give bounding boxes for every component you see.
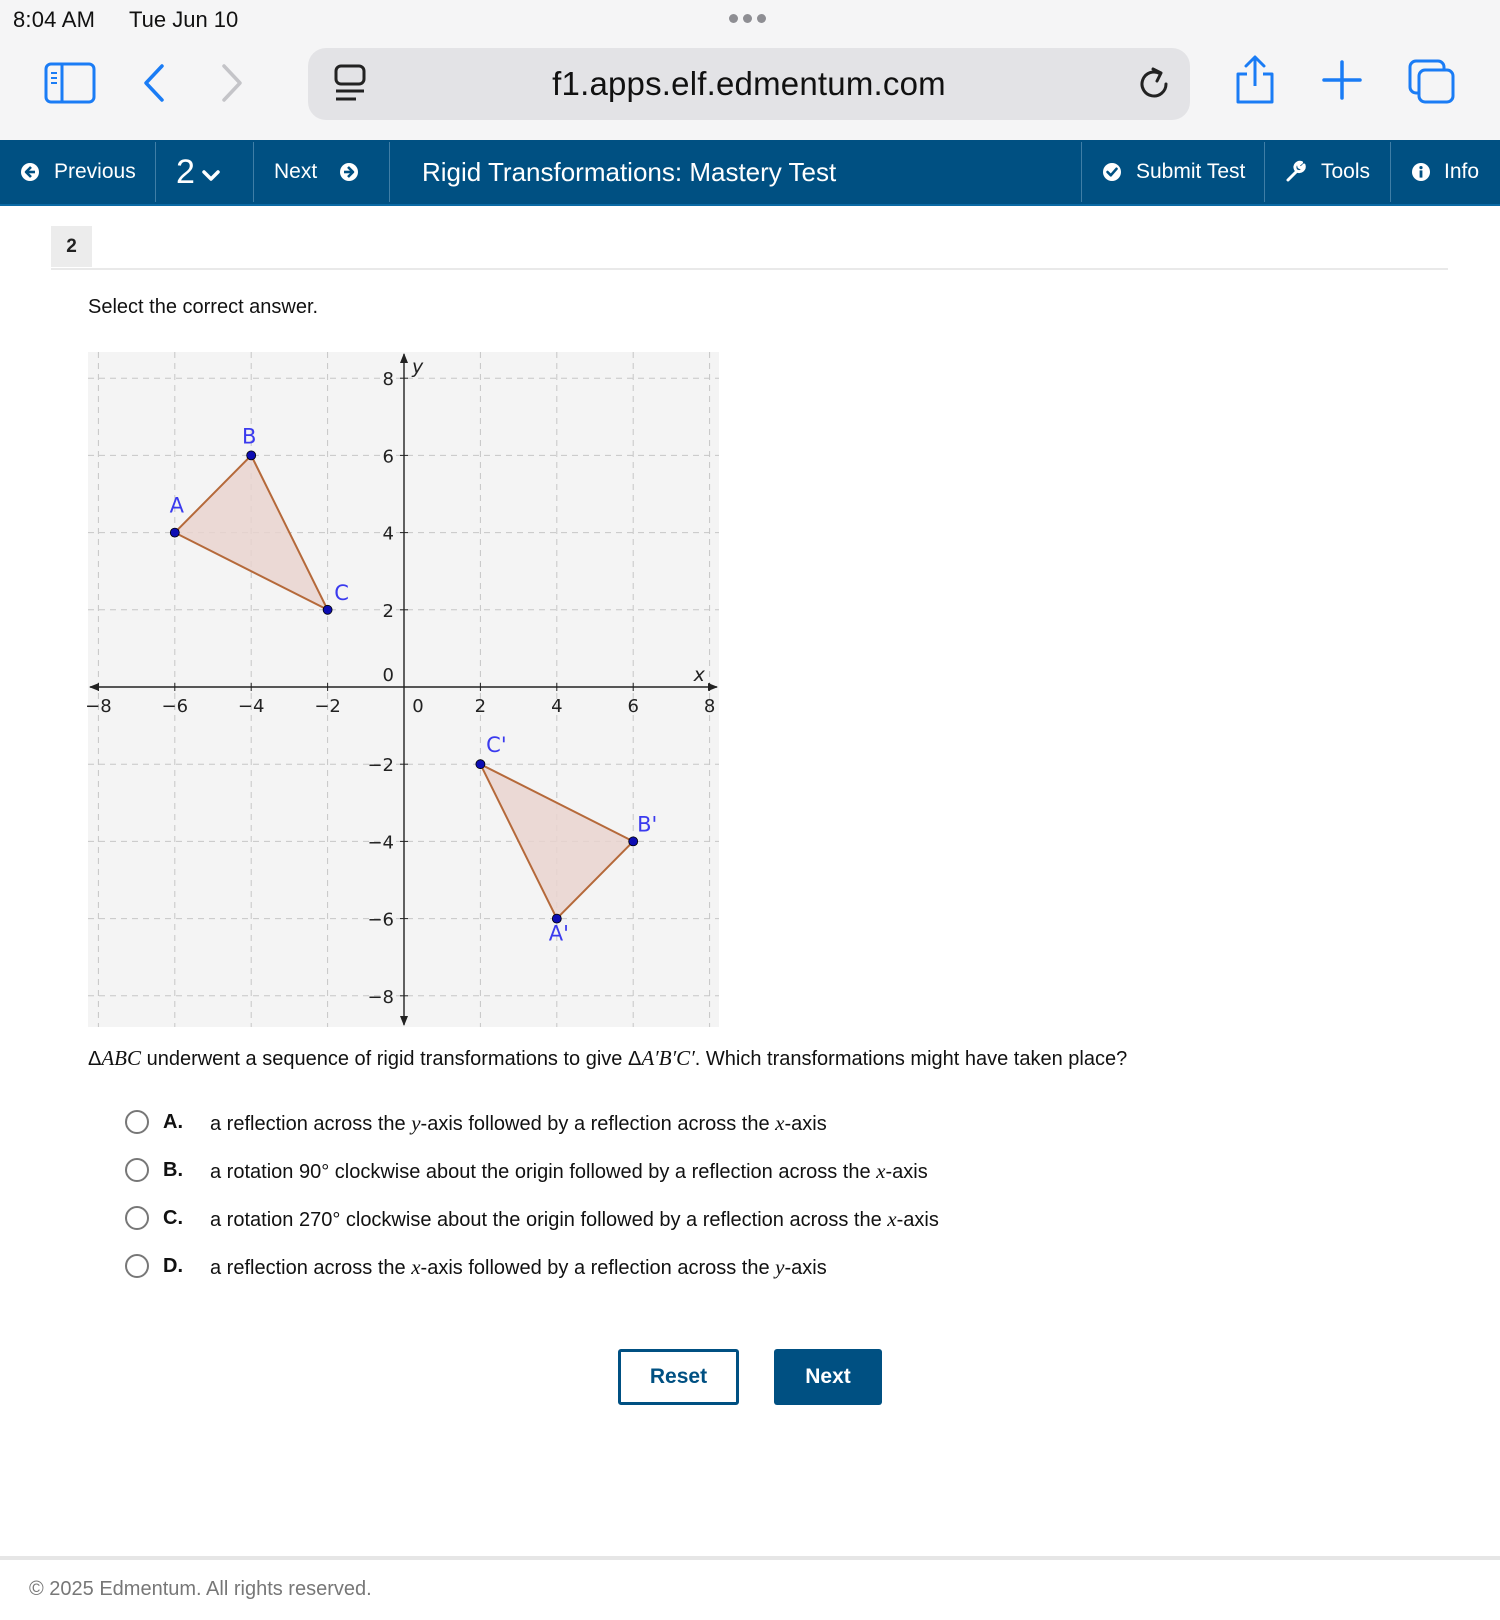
reload-icon[interactable]	[1136, 66, 1172, 102]
point-b	[247, 451, 256, 460]
x-tick-label: 2	[474, 696, 487, 717]
radio-button-c[interactable]	[125, 1206, 149, 1230]
x-tick-label: −8	[85, 696, 112, 717]
submit-test-button[interactable]	[1102, 140, 1245, 204]
question-selector-dropdown[interactable]	[176, 140, 221, 204]
question-text-middle: underwent a sequence of rigid transformations to give Δ	[141, 1048, 642, 1070]
share-icon[interactable]	[1234, 54, 1276, 106]
status-date: Tue Jun 10	[129, 7, 239, 32]
point-label-c: C	[334, 580, 349, 605]
multitasking-dots-icon[interactable]	[729, 14, 766, 23]
tools-button[interactable]	[1285, 140, 1370, 204]
copyright-footer: © 2025 Edmentum. All rights reserved.	[29, 1578, 372, 1600]
url-text: f1.apps.elf.edmentum.com	[552, 65, 946, 102]
question-number: 2	[51, 226, 92, 267]
nav-divider	[1264, 142, 1265, 202]
x-tick-label: 8	[703, 696, 716, 717]
point-c	[323, 605, 332, 614]
origin-label-y: 0	[382, 665, 394, 686]
test-navigation-bar	[0, 140, 1500, 206]
option-text: a reflection across the x-axis followed by a reflection across the y-axis	[210, 1255, 827, 1279]
point-label-c-prime: C'	[486, 733, 507, 758]
reset-button[interactable]: Reset	[618, 1349, 739, 1405]
question-instruction: Select the correct answer.	[88, 296, 319, 318]
nav-divider	[389, 142, 390, 202]
point-label-b-prime: B'	[637, 812, 658, 837]
question-text-abc: ABC	[101, 1046, 142, 1070]
back-arrow-icon[interactable]	[140, 62, 170, 104]
browser-toolbar	[0, 40, 1500, 140]
question-text-end: . Which transformations might have taken place?	[694, 1048, 1128, 1070]
status-bar	[0, 0, 1500, 40]
option-letter: A.	[163, 1111, 183, 1133]
origin-label-x: 0	[412, 696, 424, 717]
y-tick-label: −2	[367, 755, 394, 777]
nav-divider	[253, 142, 254, 202]
radio-button-d[interactable]	[125, 1254, 149, 1278]
nav-divider	[1390, 142, 1391, 202]
point-label-a: A	[169, 493, 184, 518]
radio-button-b[interactable]	[125, 1158, 149, 1182]
submit-test-label: Submit Test	[1136, 160, 1246, 183]
y-tick-label: −6	[367, 909, 394, 931]
address-bar[interactable]	[308, 48, 1190, 120]
x-tick-label: 6	[627, 696, 639, 717]
nav-divider	[1081, 142, 1082, 202]
forward-arrow-icon[interactable]	[216, 62, 246, 104]
option-d[interactable]	[124, 1252, 1024, 1292]
test-title: Rigid Transformations: Mastery Test	[422, 156, 837, 187]
option-letter: C.	[163, 1207, 183, 1229]
y-tick-label: −4	[367, 832, 394, 854]
arrow-left-circle-icon	[20, 162, 40, 182]
x-axis-label: x	[693, 664, 705, 686]
point-b-prime	[629, 837, 638, 846]
next-button[interactable]: Next	[774, 1349, 882, 1405]
question-header	[51, 226, 1448, 270]
question-text-delta: Δ	[88, 1048, 102, 1070]
y-tick-label: −8	[367, 986, 394, 1008]
info-label: Info	[1444, 160, 1480, 183]
option-text: a rotation 270° clockwise about the origin followed by a reflection across the x-axis	[210, 1207, 939, 1231]
sidebar-icon[interactable]	[44, 62, 96, 104]
point-a	[170, 528, 179, 537]
wrench-icon	[1285, 161, 1307, 183]
option-text: a rotation 90° clockwise about the origin followed by a reflection across the x-axis	[210, 1159, 928, 1183]
y-tick-label: 4	[382, 523, 394, 545]
question-text-prime: A′B′C′	[641, 1046, 695, 1070]
x-tick-label: −4	[237, 696, 265, 717]
option-letter: D.	[163, 1255, 183, 1277]
status-time: 8:04 AM	[13, 7, 96, 32]
option-b[interactable]	[124, 1156, 1024, 1196]
radio-button-a[interactable]	[125, 1110, 149, 1134]
tabs-overview-icon[interactable]	[1408, 59, 1456, 105]
point-label-b: B	[241, 424, 257, 449]
chevron-down-icon	[201, 169, 221, 183]
tools-label: Tools	[1321, 160, 1371, 183]
option-c[interactable]	[124, 1204, 1024, 1244]
x-tick-label: −6	[161, 696, 189, 717]
y-axis-label: y	[412, 356, 424, 378]
arrow-right-circle-icon	[339, 162, 359, 182]
y-tick-label: 2	[382, 600, 394, 622]
check-circle-icon	[1102, 162, 1122, 182]
question-selector-value: 2	[176, 152, 195, 191]
new-tab-plus-icon[interactable]	[1322, 60, 1362, 100]
info-icon	[1411, 162, 1431, 182]
y-tick-label: 6	[382, 446, 394, 468]
option-letter: B.	[163, 1159, 183, 1181]
point-label-a-prime: A'	[548, 921, 569, 946]
info-button[interactable]	[1411, 140, 1479, 204]
previous-label: Previous	[54, 160, 136, 183]
coordinate-plane-graph	[85, 352, 719, 1027]
next-nav-button[interactable]	[274, 140, 359, 204]
previous-button[interactable]	[20, 140, 136, 204]
x-tick-label: 4	[551, 696, 563, 717]
option-a[interactable]	[124, 1108, 1024, 1148]
footer-divider	[0, 1556, 1500, 1560]
y-tick-label: 8	[382, 369, 394, 391]
next-nav-label: Next	[274, 160, 318, 183]
x-tick-label: −2	[314, 696, 341, 717]
nav-divider	[155, 142, 156, 202]
question-text	[88, 1046, 1127, 1071]
point-c-prime	[476, 760, 485, 769]
option-text: a reflection across the y-axis followed by a reflection across the x-axis	[210, 1111, 827, 1135]
